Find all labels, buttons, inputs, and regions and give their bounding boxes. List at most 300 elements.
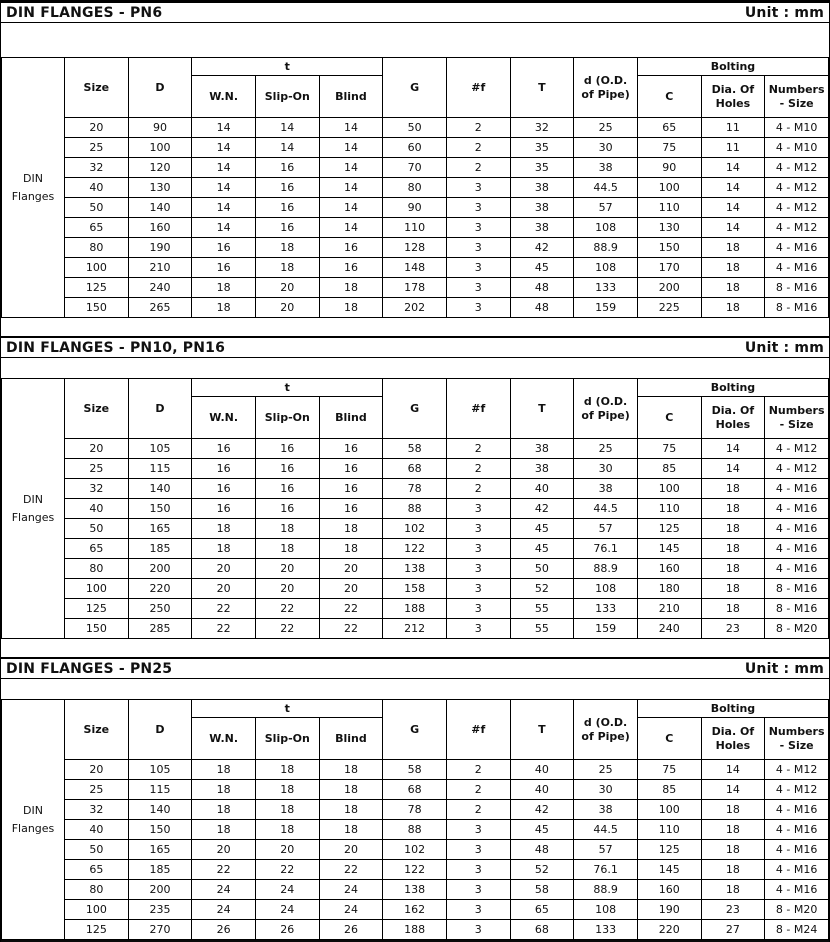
col-header-num-f: #f [446, 379, 510, 439]
table-cell: 38 [510, 439, 574, 459]
table-cell: 24 [319, 900, 383, 920]
table-cell: 18 [319, 780, 383, 800]
table-row [2, 760, 829, 780]
col-header-numbers-size: Numbers - Size [765, 76, 829, 118]
spacer [1, 679, 829, 699]
table-cell: 25 [65, 138, 129, 158]
table-cell: 2 [446, 459, 510, 479]
table-cell: 20 [319, 579, 383, 599]
table-cell: 2 [446, 118, 510, 138]
col-header-bolting-group: Bolting [637, 379, 828, 397]
table-cell: 18 [701, 559, 765, 579]
table-cell: 4 - M16 [765, 800, 829, 820]
table-cell: 3 [446, 178, 510, 198]
table-cell: 27 [701, 920, 765, 940]
table-cell: 32 [510, 118, 574, 138]
table-cell: 200 [128, 559, 192, 579]
table-cell: 20 [255, 579, 319, 599]
table-cell: 220 [128, 579, 192, 599]
table-cell: 200 [128, 880, 192, 900]
table-cell: 265 [128, 298, 192, 318]
table-cell: 45 [510, 258, 574, 278]
table-cell: 18 [255, 539, 319, 559]
table-cell: 76.1 [574, 860, 638, 880]
table-cell: 57 [574, 840, 638, 860]
table-cell: 100 [65, 900, 129, 920]
table-cell: 24 [192, 900, 256, 920]
table-cell: 20 [255, 840, 319, 860]
table-cell: 18 [319, 820, 383, 840]
table-cell: 25 [65, 780, 129, 800]
table-cell: 88 [383, 499, 447, 519]
col-header-g: G [383, 379, 447, 439]
table-cell: 18 [255, 258, 319, 278]
table-cell: 20 [192, 579, 256, 599]
table-row [2, 599, 829, 619]
table-cell: 65 [65, 539, 129, 559]
table-cell: 24 [255, 900, 319, 920]
table-cell: 165 [128, 840, 192, 860]
spacer [1, 639, 829, 657]
table-cell: 170 [637, 258, 701, 278]
table-cell: 18 [319, 539, 383, 559]
table-cell: 20 [65, 760, 129, 780]
table-cell: 16 [255, 198, 319, 218]
table-cell: 3 [446, 920, 510, 940]
table-cell: 18 [192, 278, 256, 298]
table-cell: 18 [701, 519, 765, 539]
spacer [1, 23, 829, 57]
table-cell: 16 [255, 479, 319, 499]
table-cell: 3 [446, 900, 510, 920]
col-header-blind: Blind [319, 397, 383, 439]
table-cell: 140 [128, 198, 192, 218]
col-header-t-group: t [192, 700, 383, 718]
table-cell: 110 [637, 198, 701, 218]
table-cell: 165 [128, 519, 192, 539]
col-header-t-group: t [192, 379, 383, 397]
table-cell: 8 - M16 [765, 599, 829, 619]
table-cell: 3 [446, 579, 510, 599]
table-cell: 68 [383, 459, 447, 479]
table-cell: 120 [128, 158, 192, 178]
table-cell: 14 [319, 138, 383, 158]
table-cell: 4 - M16 [765, 499, 829, 519]
table-cell: 16 [255, 218, 319, 238]
table-cell: 45 [510, 539, 574, 559]
table-cell: 65 [637, 118, 701, 138]
table-cell: 16 [192, 479, 256, 499]
table-cell: 202 [383, 298, 447, 318]
table-cell: 145 [637, 539, 701, 559]
table-cell: 100 [637, 178, 701, 198]
table-cell: 44.5 [574, 499, 638, 519]
col-header-d: D [128, 58, 192, 118]
table-side-label [2, 700, 65, 940]
table-cell: 50 [65, 519, 129, 539]
table-cell: 14 [701, 439, 765, 459]
col-header-dia-of-holes: Dia. Of Holes [701, 397, 765, 439]
table-cell: 190 [637, 900, 701, 920]
table-cell: 14 [192, 138, 256, 158]
table-cell: 14 [701, 459, 765, 479]
table-cell: 58 [383, 760, 447, 780]
table-row [2, 900, 829, 920]
table-cell: 85 [637, 780, 701, 800]
table-cell: 30 [574, 780, 638, 800]
table-cell: 18 [319, 800, 383, 820]
table-cell: 88.9 [574, 880, 638, 900]
table-cell: 88.9 [574, 559, 638, 579]
table-cell: 16 [255, 178, 319, 198]
unit-label: Unit : mm [744, 660, 824, 677]
col-header-t: T [510, 58, 574, 118]
flange-table-pn6 [1, 57, 829, 318]
table-cell: 220 [637, 920, 701, 940]
table-cell: 125 [65, 278, 129, 298]
table-cell: 20 [192, 840, 256, 860]
col-header-size: Size [65, 58, 129, 118]
table-row [2, 499, 829, 519]
table-cell: 58 [510, 880, 574, 900]
table-cell: 22 [319, 860, 383, 880]
table-cell: 160 [128, 218, 192, 238]
table-cell: 212 [383, 619, 447, 639]
table-row [2, 278, 829, 298]
table-cell: 250 [128, 599, 192, 619]
table-cell: 3 [446, 218, 510, 238]
table-cell: 38 [574, 158, 638, 178]
table-cell: 22 [319, 619, 383, 639]
table-cell: 18 [701, 499, 765, 519]
table-cell: 18 [701, 298, 765, 318]
table-row [2, 880, 829, 900]
table-cell: 225 [637, 298, 701, 318]
table-cell: 18 [319, 519, 383, 539]
table-cell: 20 [65, 118, 129, 138]
table-cell: 18 [701, 880, 765, 900]
table-cell: 178 [383, 278, 447, 298]
table-cell: 14 [701, 760, 765, 780]
section-title: DIN FLANGES - PN10, PN16 [6, 339, 226, 356]
table-cell: 80 [65, 238, 129, 258]
table-row [2, 780, 829, 800]
table-cell: 57 [574, 198, 638, 218]
table-cell: 18 [701, 278, 765, 298]
table-row [2, 298, 829, 318]
table-cell: 4 - M10 [765, 118, 829, 138]
table-cell: 26 [192, 920, 256, 940]
col-header-c: C [637, 397, 701, 439]
table-cell: 210 [128, 258, 192, 278]
table-cell: 125 [637, 840, 701, 860]
table-cell: 14 [255, 138, 319, 158]
table-row [2, 559, 829, 579]
col-header-dia-of-holes: Dia. Of Holes [701, 76, 765, 118]
table-cell: 150 [65, 619, 129, 639]
table-cell: 150 [128, 820, 192, 840]
table-cell: 76.1 [574, 539, 638, 559]
table-cell: 4 - M16 [765, 238, 829, 258]
header-row-top [2, 58, 829, 76]
table-cell: 38 [574, 479, 638, 499]
table-cell: 38 [510, 459, 574, 479]
side-label-line1: DIN [23, 171, 43, 185]
table-cell: 23 [701, 619, 765, 639]
table-cell: 3 [446, 559, 510, 579]
table-cell: 3 [446, 258, 510, 278]
table-cell: 14 [319, 118, 383, 138]
table-cell: 125 [637, 519, 701, 539]
table-cell: 14 [319, 178, 383, 198]
table-cell: 14 [701, 198, 765, 218]
table-cell: 160 [637, 559, 701, 579]
table-row [2, 459, 829, 479]
section-title-bar-pn10-pn16 [1, 336, 829, 358]
table-cell: 4 - M12 [765, 198, 829, 218]
table-cell: 40 [65, 178, 129, 198]
table-cell: 2 [446, 780, 510, 800]
table-cell: 44.5 [574, 820, 638, 840]
table-cell: 100 [65, 258, 129, 278]
table-cell: 14 [701, 780, 765, 800]
flange-table-pn25 [1, 699, 829, 940]
table-cell: 18 [701, 800, 765, 820]
table-cell: 240 [637, 619, 701, 639]
table-cell: 40 [65, 499, 129, 519]
table-cell: 130 [637, 218, 701, 238]
table-cell: 18 [192, 760, 256, 780]
table-cell: 16 [192, 258, 256, 278]
table-row [2, 238, 829, 258]
spacer [1, 318, 829, 336]
unit-label: Unit : mm [744, 339, 824, 356]
table-cell: 18 [192, 539, 256, 559]
table-cell: 20 [65, 439, 129, 459]
table-cell: 24 [255, 880, 319, 900]
table-cell: 14 [701, 178, 765, 198]
table-cell: 14 [192, 118, 256, 138]
table-cell: 145 [637, 860, 701, 880]
table-cell: 32 [65, 479, 129, 499]
table-cell: 3 [446, 840, 510, 860]
table-cell: 14 [192, 158, 256, 178]
col-header-t: T [510, 379, 574, 439]
table-cell: 190 [128, 238, 192, 258]
table-cell: 3 [446, 880, 510, 900]
table-cell: 4 - M16 [765, 880, 829, 900]
col-header-pipe-od: d (O.D. of Pipe) [574, 700, 638, 760]
table-cell: 3 [446, 539, 510, 559]
table-cell: 38 [510, 178, 574, 198]
table-cell: 3 [446, 820, 510, 840]
col-header-d: D [128, 700, 192, 760]
table-cell: 133 [574, 920, 638, 940]
unit-label: Unit : mm [744, 4, 824, 21]
table-cell: 4 - M16 [765, 559, 829, 579]
table-cell: 18 [255, 238, 319, 258]
table-cell: 45 [510, 820, 574, 840]
table-cell: 4 - M12 [765, 760, 829, 780]
table-row [2, 439, 829, 459]
table-row [2, 820, 829, 840]
table-cell: 16 [192, 238, 256, 258]
table-cell: 90 [128, 118, 192, 138]
table-cell: 16 [319, 238, 383, 258]
table-cell: 14 [701, 158, 765, 178]
table-cell: 16 [192, 439, 256, 459]
table-cell: 159 [574, 619, 638, 639]
table-cell: 80 [383, 178, 447, 198]
table-cell: 150 [637, 238, 701, 258]
table-cell: 40 [510, 760, 574, 780]
table-cell: 102 [383, 519, 447, 539]
table-cell: 75 [637, 138, 701, 158]
table-cell: 48 [510, 298, 574, 318]
col-header-t: T [510, 700, 574, 760]
table-cell: 188 [383, 599, 447, 619]
table-cell: 159 [574, 298, 638, 318]
table-cell: 100 [128, 138, 192, 158]
table-cell: 110 [637, 499, 701, 519]
table-cell: 188 [383, 920, 447, 940]
table-cell: 75 [637, 760, 701, 780]
table-cell: 90 [383, 198, 447, 218]
table-cell: 18 [192, 780, 256, 800]
table-cell: 240 [128, 278, 192, 298]
table-cell: 40 [510, 479, 574, 499]
col-header-wn: W.N. [192, 397, 256, 439]
table-cell: 2 [446, 760, 510, 780]
table-cell: 158 [383, 579, 447, 599]
col-header-bolting-group: Bolting [637, 700, 828, 718]
table-cell: 24 [319, 880, 383, 900]
table-cell: 11 [701, 138, 765, 158]
side-label-line2: Flanges [11, 510, 55, 524]
table-cell: 4 - M12 [765, 178, 829, 198]
table-cell: 42 [510, 800, 574, 820]
table-cell: 16 [255, 499, 319, 519]
table-cell: 50 [65, 198, 129, 218]
side-label-line2: Flanges [11, 821, 55, 835]
side-label-line2: Flanges [11, 189, 55, 203]
table-cell: 8 - M20 [765, 619, 829, 639]
table-cell: 42 [510, 238, 574, 258]
table-cell: 30 [574, 459, 638, 479]
table-cell: 3 [446, 599, 510, 619]
table-cell: 4 - M10 [765, 138, 829, 158]
table-cell: 108 [574, 579, 638, 599]
table-cell: 23 [701, 900, 765, 920]
table-row [2, 519, 829, 539]
table-cell: 78 [383, 479, 447, 499]
table-cell: 32 [65, 158, 129, 178]
table-cell: 285 [128, 619, 192, 639]
table-cell: 16 [319, 439, 383, 459]
table-cell: 3 [446, 278, 510, 298]
table-cell: 270 [128, 920, 192, 940]
table-cell: 2 [446, 158, 510, 178]
table-row [2, 539, 829, 559]
table-cell: 14 [255, 118, 319, 138]
table-side-label [2, 58, 65, 318]
table-cell: 2 [446, 800, 510, 820]
table-cell: 18 [255, 780, 319, 800]
table-cell: 133 [574, 278, 638, 298]
table-cell: 18 [701, 238, 765, 258]
table-cell: 18 [255, 519, 319, 539]
table-cell: 160 [637, 880, 701, 900]
section-title: DIN FLANGES - PN6 [6, 4, 163, 21]
col-header-blind: Blind [319, 718, 383, 760]
table-cell: 130 [128, 178, 192, 198]
table-cell: 20 [192, 559, 256, 579]
table-cell: 20 [255, 559, 319, 579]
section-title: DIN FLANGES - PN25 [6, 660, 173, 677]
table-cell: 58 [383, 439, 447, 459]
table-cell: 180 [637, 579, 701, 599]
table-row [2, 218, 829, 238]
table-cell: 4 - M16 [765, 519, 829, 539]
table-cell: 45 [510, 519, 574, 539]
spacer [1, 358, 829, 378]
table-cell: 50 [65, 840, 129, 860]
table-cell: 102 [383, 840, 447, 860]
table-cell: 22 [192, 860, 256, 880]
table-side-label [2, 379, 65, 639]
table-cell: 4 - M12 [765, 459, 829, 479]
table-cell: 57 [574, 519, 638, 539]
table-cell: 115 [128, 459, 192, 479]
table-cell: 16 [255, 439, 319, 459]
table-cell: 22 [255, 860, 319, 880]
table-cell: 30 [574, 138, 638, 158]
table-cell: 122 [383, 539, 447, 559]
table-cell: 3 [446, 499, 510, 519]
table-cell: 18 [701, 840, 765, 860]
col-header-numbers-size: Numbers - Size [765, 397, 829, 439]
table-cell: 125 [65, 920, 129, 940]
table-cell: 16 [192, 459, 256, 479]
table-cell: 18 [192, 519, 256, 539]
table-cell: 8 - M16 [765, 579, 829, 599]
table-cell: 20 [319, 559, 383, 579]
table-cell: 3 [446, 619, 510, 639]
table-cell: 110 [383, 218, 447, 238]
table-cell: 14 [192, 218, 256, 238]
col-header-size: Size [65, 379, 129, 439]
table-cell: 8 - M16 [765, 298, 829, 318]
table-cell: 14 [701, 218, 765, 238]
table-cell: 18 [192, 800, 256, 820]
table-cell: 14 [192, 178, 256, 198]
table-cell: 4 - M12 [765, 158, 829, 178]
col-header-slip-on: Slip-On [255, 718, 319, 760]
table-cell: 100 [637, 800, 701, 820]
table-cell: 52 [510, 579, 574, 599]
table-cell: 108 [574, 900, 638, 920]
table-row [2, 178, 829, 198]
table-cell: 26 [319, 920, 383, 940]
table-cell: 140 [128, 800, 192, 820]
table-cell: 162 [383, 900, 447, 920]
table-cell: 26 [255, 920, 319, 940]
table-cell: 115 [128, 780, 192, 800]
table-cell: 35 [510, 158, 574, 178]
table-cell: 42 [510, 499, 574, 519]
col-header-blind: Blind [319, 76, 383, 118]
table-cell: 4 - M16 [765, 820, 829, 840]
